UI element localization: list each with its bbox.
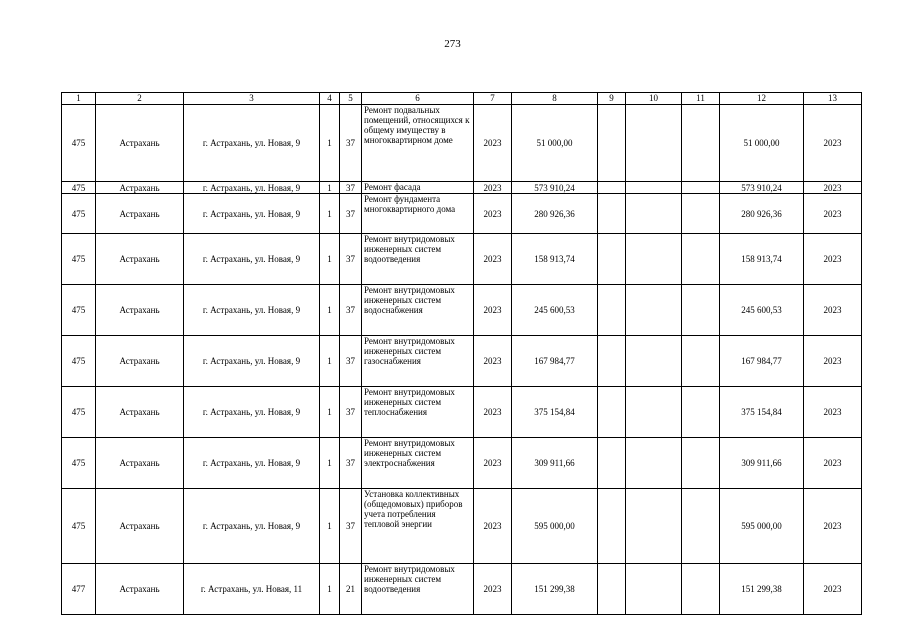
cell-year: 2023 bbox=[474, 564, 512, 615]
table-row bbox=[62, 285, 862, 336]
cell-address: г. Астрахань, ул. Новая, 9 bbox=[184, 336, 320, 387]
cell-work-type: Ремонт внутридомовых инженерных систем водоотведения bbox=[362, 234, 474, 285]
table-row bbox=[62, 234, 862, 285]
cell-year-end: 2023 bbox=[804, 105, 862, 182]
cell-address: г. Астрахань, ул. Новая, 9 bbox=[184, 387, 320, 438]
cell-col10 bbox=[626, 387, 682, 438]
cell-address: г. Астрахань, ул. Новая, 9 bbox=[184, 234, 320, 285]
cell-total-cost: 158 913,74 bbox=[720, 234, 804, 285]
cell-cost: 280 926,36 bbox=[512, 194, 598, 234]
cell-year-end: 2023 bbox=[804, 489, 862, 564]
cell-col10 bbox=[626, 234, 682, 285]
cell-year: 2023 bbox=[474, 336, 512, 387]
cell-col4: 1 bbox=[320, 387, 340, 438]
column-number: 11 bbox=[682, 93, 720, 105]
cell-col11 bbox=[682, 105, 720, 182]
cell-col5: 21 bbox=[340, 564, 362, 615]
cell-cost: 573 910,24 bbox=[512, 182, 598, 194]
cell-col5: 37 bbox=[340, 387, 362, 438]
cell-year-end: 2023 bbox=[804, 285, 862, 336]
column-number: 1 bbox=[62, 93, 96, 105]
cell-cost: 595 000,00 bbox=[512, 489, 598, 564]
column-number: 3 bbox=[184, 93, 320, 105]
cell-col5: 37 bbox=[340, 105, 362, 182]
cell-col9 bbox=[598, 564, 626, 615]
cell-work-type: Ремонт фундамента многоквартирного дома bbox=[362, 194, 474, 234]
cell-year: 2023 bbox=[474, 234, 512, 285]
cell-row-number: 477 bbox=[62, 564, 96, 615]
column-number: 8 bbox=[512, 93, 598, 105]
cell-year: 2023 bbox=[474, 489, 512, 564]
cell-total-cost: 167 984,77 bbox=[720, 336, 804, 387]
cell-col11 bbox=[682, 285, 720, 336]
cell-year-end: 2023 bbox=[804, 387, 862, 438]
cell-year-end: 2023 bbox=[804, 336, 862, 387]
cell-year-end: 2023 bbox=[804, 194, 862, 234]
cell-cost: 51 000,00 bbox=[512, 105, 598, 182]
cell-col4: 1 bbox=[320, 285, 340, 336]
column-number: 13 bbox=[804, 93, 862, 105]
table-row bbox=[62, 387, 862, 438]
cell-row-number: 475 bbox=[62, 234, 96, 285]
cell-row-number: 475 bbox=[62, 105, 96, 182]
cell-col4: 1 bbox=[320, 438, 340, 489]
cell-col5: 37 bbox=[340, 285, 362, 336]
cell-cost: 151 299,38 bbox=[512, 564, 598, 615]
table-row bbox=[62, 336, 862, 387]
cell-col4: 1 bbox=[320, 182, 340, 194]
cell-year-end: 2023 bbox=[804, 182, 862, 194]
cell-col5: 37 bbox=[340, 194, 362, 234]
cell-total-cost: 573 910,24 bbox=[720, 182, 804, 194]
cell-work-type: Ремонт внутридомовых инженерных систем водоснабжения bbox=[362, 285, 474, 336]
cell-row-number: 475 bbox=[62, 182, 96, 194]
cell-col4: 1 bbox=[320, 336, 340, 387]
table-row bbox=[62, 489, 862, 564]
column-number: 2 bbox=[96, 93, 184, 105]
cell-city: Астрахань bbox=[96, 489, 184, 564]
cell-col11 bbox=[682, 387, 720, 438]
cell-address: г. Астрахань, ул. Новая, 9 bbox=[184, 438, 320, 489]
cell-address: г. Астрахань, ул. Новая, 9 bbox=[184, 182, 320, 194]
cell-row-number: 475 bbox=[62, 336, 96, 387]
cell-year-end: 2023 bbox=[804, 438, 862, 489]
cell-col11 bbox=[682, 438, 720, 489]
cell-work-type: Установка коллективных (общедомовых) приборов учета потребления тепловой энергии bbox=[362, 489, 474, 564]
cell-work-type: Ремонт внутридомовых инженерных систем теплоснабжения bbox=[362, 387, 474, 438]
cell-col9 bbox=[598, 336, 626, 387]
cell-city: Астрахань bbox=[96, 105, 184, 182]
cell-col9 bbox=[598, 285, 626, 336]
cell-row-number: 475 bbox=[62, 285, 96, 336]
cell-col10 bbox=[626, 182, 682, 194]
cell-city: Астрахань bbox=[96, 564, 184, 615]
cell-row-number: 475 bbox=[62, 489, 96, 564]
cell-year-end: 2023 bbox=[804, 234, 862, 285]
column-number: 5 bbox=[340, 93, 362, 105]
cell-col9 bbox=[598, 105, 626, 182]
cell-address: г. Астрахань, ул. Новая, 9 bbox=[184, 489, 320, 564]
cell-col11 bbox=[682, 564, 720, 615]
column-number: 12 bbox=[720, 93, 804, 105]
cell-col10 bbox=[626, 285, 682, 336]
cell-col5: 37 bbox=[340, 489, 362, 564]
cell-address: г. Астрахань, ул. Новая, 9 bbox=[184, 285, 320, 336]
cell-city: Астрахань bbox=[96, 182, 184, 194]
cell-total-cost: 595 000,00 bbox=[720, 489, 804, 564]
cell-col5: 37 bbox=[340, 438, 362, 489]
cell-col10 bbox=[626, 105, 682, 182]
cell-city: Астрахань bbox=[96, 387, 184, 438]
cell-total-cost: 51 000,00 bbox=[720, 105, 804, 182]
cell-total-cost: 245 600,53 bbox=[720, 285, 804, 336]
cell-col4: 1 bbox=[320, 194, 340, 234]
table-row bbox=[62, 564, 862, 615]
cell-col4: 1 bbox=[320, 564, 340, 615]
cell-col11 bbox=[682, 489, 720, 564]
cell-col9 bbox=[598, 182, 626, 194]
cell-col11 bbox=[682, 234, 720, 285]
column-number: 10 bbox=[626, 93, 682, 105]
cell-col9 bbox=[598, 489, 626, 564]
cell-col9 bbox=[598, 387, 626, 438]
table-row bbox=[62, 182, 862, 194]
cell-work-type: Ремонт внутридомовых инженерных систем электроснабжения bbox=[362, 438, 474, 489]
cell-col10 bbox=[626, 194, 682, 234]
cell-address: г. Астрахань, ул. Новая, 9 bbox=[184, 105, 320, 182]
cell-row-number: 475 bbox=[62, 438, 96, 489]
column-number: 6 bbox=[362, 93, 474, 105]
cell-col4: 1 bbox=[320, 105, 340, 182]
cell-year-end: 2023 bbox=[804, 564, 862, 615]
cell-col9 bbox=[598, 234, 626, 285]
cell-year: 2023 bbox=[474, 285, 512, 336]
cell-city: Астрахань bbox=[96, 285, 184, 336]
cell-col10 bbox=[626, 336, 682, 387]
cell-col10 bbox=[626, 489, 682, 564]
cell-city: Астрахань bbox=[96, 194, 184, 234]
table-row bbox=[62, 194, 862, 234]
cell-col10 bbox=[626, 438, 682, 489]
cell-col9 bbox=[598, 194, 626, 234]
table-body bbox=[62, 93, 862, 615]
cell-city: Астрахань bbox=[96, 336, 184, 387]
cell-total-cost: 280 926,36 bbox=[720, 194, 804, 234]
cell-work-type: Ремонт внутридомовых инженерных систем водоотведения bbox=[362, 564, 474, 615]
table-row bbox=[62, 105, 862, 182]
cell-row-number: 475 bbox=[62, 387, 96, 438]
cell-year: 2023 bbox=[474, 387, 512, 438]
cell-col5: 37 bbox=[340, 182, 362, 194]
cell-cost: 158 913,74 bbox=[512, 234, 598, 285]
column-number: 7 bbox=[474, 93, 512, 105]
cell-city: Астрахань bbox=[96, 234, 184, 285]
cell-col9 bbox=[598, 438, 626, 489]
cell-col11 bbox=[682, 194, 720, 234]
cell-city: Астрахань bbox=[96, 438, 184, 489]
cell-total-cost: 375 154,84 bbox=[720, 387, 804, 438]
cell-address: г. Астрахань, ул. Новая, 9 bbox=[184, 194, 320, 234]
cell-year: 2023 bbox=[474, 182, 512, 194]
cell-cost: 309 911,66 bbox=[512, 438, 598, 489]
cell-col5: 37 bbox=[340, 234, 362, 285]
cell-work-type: Ремонт подвальных помещений, относящихся к общему имуществу в многоквартирном доме bbox=[362, 105, 474, 182]
cell-col11 bbox=[682, 182, 720, 194]
cell-address: г. Астрахань, ул. Новая, 11 bbox=[184, 564, 320, 615]
cell-work-type: Ремонт внутридомовых инженерных систем газоснабжения bbox=[362, 336, 474, 387]
column-number: 9 bbox=[598, 93, 626, 105]
cell-year: 2023 bbox=[474, 438, 512, 489]
table-row bbox=[62, 438, 862, 489]
cell-col4: 1 bbox=[320, 489, 340, 564]
cell-col10 bbox=[626, 564, 682, 615]
register-table bbox=[61, 92, 862, 615]
cell-cost: 167 984,77 bbox=[512, 336, 598, 387]
column-number: 4 bbox=[320, 93, 340, 105]
cell-year: 2023 bbox=[474, 194, 512, 234]
cell-cost: 375 154,84 bbox=[512, 387, 598, 438]
cell-total-cost: 309 911,66 bbox=[720, 438, 804, 489]
cell-total-cost: 151 299,38 bbox=[720, 564, 804, 615]
cell-year: 2023 bbox=[474, 105, 512, 182]
cell-col11 bbox=[682, 336, 720, 387]
cell-col4: 1 bbox=[320, 234, 340, 285]
cell-cost: 245 600,53 bbox=[512, 285, 598, 336]
cell-work-type: Ремонт фасада bbox=[362, 182, 474, 194]
cell-row-number: 475 bbox=[62, 194, 96, 234]
cell-col5: 37 bbox=[340, 336, 362, 387]
column-number-row bbox=[62, 93, 862, 105]
page-number: 273 bbox=[444, 38, 461, 50]
